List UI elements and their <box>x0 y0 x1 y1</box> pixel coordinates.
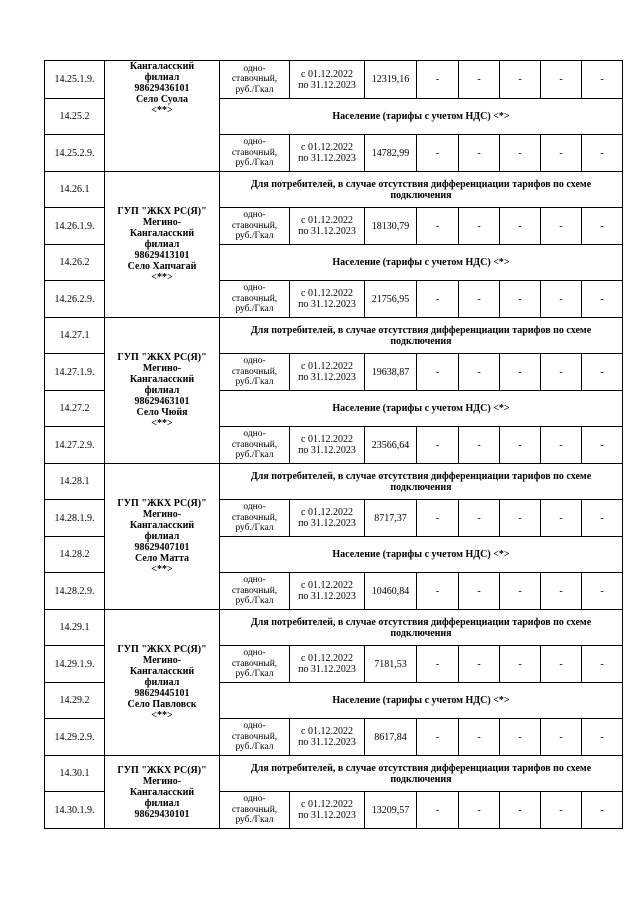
table-row <box>45 172 623 208</box>
organization-cell <box>105 318 220 464</box>
tariff-type-line: руб./Гкал <box>235 84 274 95</box>
tariff-type-line: ставочный, <box>231 804 278 815</box>
organization-line: ГУП "ЖКХ РС(Я)" <box>117 764 207 776</box>
organization-line: <**> <box>151 272 173 283</box>
organization-line: Село Суола <box>135 94 189 105</box>
group-header-cell: Население (тарифы с учетом НДС) <*> <box>220 245 623 281</box>
organization-line: Село Чюйя <box>136 407 188 418</box>
organization-line: Кангаласский <box>129 228 195 239</box>
empty-value-cell: - <box>582 646 623 683</box>
period-line: по 31.12.2023 <box>298 737 356 748</box>
period-line: с 01.12.2022 <box>301 288 353 299</box>
organization-line: ГУП "ЖКХ РС(Я)" <box>117 498 207 509</box>
tariff-type-line: одно- <box>243 210 266 221</box>
group-header-cell: Население (тарифы с учетом НДС) <*> <box>220 537 623 573</box>
row-number: 14.26.2 <box>45 245 105 281</box>
empty-value-cell: - <box>500 500 541 537</box>
empty-value-cell: - <box>459 573 500 610</box>
empty-value-cell: - <box>459 281 500 318</box>
tariff-type-cell <box>220 135 290 172</box>
row-number: 14.29.1.9. <box>45 646 105 683</box>
period-line: с 01.12.2022 <box>301 434 353 445</box>
table-row <box>45 318 623 354</box>
organization-line: ГУП "ЖКХ РС(Я)" <box>117 644 207 655</box>
empty-value-cell: - <box>541 500 582 537</box>
organization-line: Кангаласский <box>129 520 195 531</box>
organization-line: Кангаласский <box>129 786 195 798</box>
organization-line: 98629445101 <box>134 688 190 699</box>
row-number: 14.27.2 <box>45 391 105 427</box>
period-cell <box>290 427 365 464</box>
tariff-type-line: одно- <box>243 502 266 513</box>
organization-line: Мегино- <box>142 363 182 374</box>
empty-value-cell: - <box>541 281 582 318</box>
tariff-type-cell <box>220 354 290 391</box>
group-header-cell: Население (тарифы с учетом НДС) <*> <box>220 391 623 427</box>
tariff-type-line: одно- <box>243 283 266 294</box>
empty-value-cell: - <box>417 61 459 99</box>
period-line: по 31.12.2023 <box>298 445 356 456</box>
tariff-value-cell: 7181,53 <box>365 646 417 683</box>
empty-value-cell: - <box>582 61 623 99</box>
organization-line: Мегино- <box>142 655 182 666</box>
organization-line: Кангаласский <box>129 61 195 72</box>
period-cell <box>290 61 365 99</box>
organization-line: 98629407101 <box>134 542 190 553</box>
tariff-type-line: руб./Гкал <box>235 158 274 169</box>
row-number: 14.29.2.9. <box>45 719 105 756</box>
tariff-type-cell <box>220 427 290 464</box>
empty-value-cell: - <box>541 208 582 245</box>
empty-value-cell: - <box>582 427 623 464</box>
empty-value-cell: - <box>459 792 500 829</box>
tariff-type-line: ставочный, <box>231 147 278 158</box>
empty-value-cell: - <box>541 354 582 391</box>
row-number: 14.29.1 <box>45 610 105 646</box>
tariff-value-cell: 8617,84 <box>365 719 417 756</box>
tariff-type-line: руб./Гкал <box>235 815 274 826</box>
empty-value-cell: - <box>459 719 500 756</box>
empty-value-cell: - <box>459 208 500 245</box>
empty-value-cell: - <box>417 646 459 683</box>
organization-cell <box>105 61 220 172</box>
tariff-type-cell <box>220 573 290 610</box>
organization-line: Мегино- <box>142 217 182 228</box>
row-number: 14.25.1.9. <box>45 61 105 99</box>
group-header-cell: Население (тарифы с учетом НДС) <*> <box>220 99 623 135</box>
empty-value-cell: - <box>500 208 541 245</box>
tariff-type-line: ставочный, <box>231 439 278 450</box>
row-number: 14.25.2 <box>45 99 105 135</box>
tariff-type-cell <box>220 281 290 318</box>
empty-value-cell: - <box>541 719 582 756</box>
row-number: 14.28.2 <box>45 537 105 573</box>
tariff-type-cell <box>220 719 290 756</box>
organization-line: филиал <box>144 239 180 250</box>
organization-line: филиал <box>144 72 180 83</box>
empty-value-cell: - <box>417 573 459 610</box>
row-number: 14.26.1 <box>45 172 105 208</box>
tariff-value-cell: 8717,37 <box>365 500 417 537</box>
empty-value-cell: - <box>582 208 623 245</box>
period-line: по 31.12.2023 <box>298 518 356 529</box>
tariff-type-line: руб./Гкал <box>235 304 274 315</box>
period-line: с 01.12.2022 <box>301 361 353 372</box>
organization-line: 98629430101 <box>134 808 190 820</box>
empty-value-cell: - <box>541 573 582 610</box>
tariff-value-cell: 14782,99 <box>365 135 417 172</box>
row-number: 14.28.1.9. <box>45 500 105 537</box>
empty-value-cell: - <box>582 281 623 318</box>
table-row <box>45 464 623 500</box>
period-line: с 01.12.2022 <box>301 726 353 737</box>
period-line: по 31.12.2023 <box>298 664 356 675</box>
period-cell <box>290 354 365 391</box>
period-cell <box>290 500 365 537</box>
empty-value-cell: - <box>582 500 623 537</box>
organization-line: <**> <box>151 105 173 116</box>
empty-value-cell: - <box>541 427 582 464</box>
period-line: с 01.12.2022 <box>301 142 353 153</box>
tariff-type-cell <box>220 61 290 99</box>
tariff-type-line: одно- <box>243 721 266 732</box>
tariff-type-line: одно- <box>243 356 266 367</box>
empty-value-cell: - <box>582 719 623 756</box>
group-header-cell: Для потребителей, в случае отсутствия дифференциации тарифов по схеме подключения <box>220 318 623 354</box>
row-number: 14.27.1 <box>45 318 105 354</box>
period-line: по 31.12.2023 <box>298 591 356 602</box>
row-number: 14.29.2 <box>45 683 105 719</box>
empty-value-cell: - <box>459 646 500 683</box>
table-body <box>45 61 623 829</box>
period-line: по 31.12.2023 <box>298 226 356 237</box>
empty-value-cell: - <box>500 281 541 318</box>
organization-line: 98629413101 <box>134 250 190 261</box>
empty-value-cell: - <box>417 135 459 172</box>
empty-value-cell: - <box>500 719 541 756</box>
organization-cell <box>105 464 220 610</box>
empty-value-cell: - <box>582 354 623 391</box>
tariff-type-line: одно- <box>243 794 266 805</box>
organization-line: Кангаласский <box>129 374 195 385</box>
tariff-type-cell <box>220 208 290 245</box>
organization-line: Село Павловск <box>127 699 197 710</box>
empty-value-cell: - <box>500 135 541 172</box>
period-cell <box>290 208 365 245</box>
tariff-type-line: одно- <box>243 429 266 440</box>
period-line: по 31.12.2023 <box>298 810 356 821</box>
organization-line: 98629436101 <box>134 83 190 94</box>
organization-line: филиал <box>144 531 180 542</box>
row-number: 14.26.1.9. <box>45 208 105 245</box>
tariff-type-line: ставочный, <box>231 585 278 596</box>
period-cell <box>290 573 365 610</box>
organization-line: Мегино- <box>142 775 182 787</box>
row-number: 14.28.2.9. <box>45 573 105 610</box>
period-cell <box>290 719 365 756</box>
tariff-type-line: ставочный, <box>231 74 278 85</box>
row-number: 14.27.1.9. <box>45 354 105 391</box>
period-line: по 31.12.2023 <box>298 79 356 91</box>
tariff-type-line: руб./Гкал <box>235 377 274 388</box>
group-header-cell: Для потребителей, в случае отсутствия дифференциации тарифов по схеме подключения <box>220 756 623 792</box>
period-line: с 01.12.2022 <box>301 653 353 664</box>
tariff-value-cell: 13209,57 <box>365 792 417 829</box>
period-line: по 31.12.2023 <box>298 372 356 383</box>
organization-line: филиал <box>144 385 180 396</box>
period-line: с 01.12.2022 <box>301 215 353 226</box>
tariff-type-line: одно- <box>243 575 266 586</box>
period-line: по 31.12.2023 <box>298 153 356 164</box>
empty-value-cell: - <box>500 427 541 464</box>
period-line: с 01.12.2022 <box>301 68 353 80</box>
empty-value-cell: - <box>417 500 459 537</box>
group-header-cell: Население (тарифы с учетом НДС) <*> <box>220 683 623 719</box>
organization-line: филиал <box>144 797 180 809</box>
empty-value-cell: - <box>459 61 500 99</box>
organization-line: Село Хапчагай <box>127 261 197 272</box>
tariff-type-line: руб./Гкал <box>235 596 274 607</box>
empty-value-cell: - <box>417 354 459 391</box>
empty-value-cell: - <box>417 792 459 829</box>
tariff-type-line: ставочный, <box>231 220 278 231</box>
group-header-cell: Для потребителей, в случае отсутствия дифференциации тарифов по схеме подключения <box>220 464 623 500</box>
empty-value-cell: - <box>500 354 541 391</box>
organization-line: Мегино- <box>142 509 182 520</box>
empty-value-cell: - <box>459 427 500 464</box>
organization-line: ГУП "ЖКХ РС(Я)" <box>117 206 207 217</box>
tariff-type-cell <box>220 792 290 829</box>
period-line: с 01.12.2022 <box>301 580 353 591</box>
organization-line: ГУП "ЖКХ РС(Я)" <box>117 352 207 363</box>
empty-value-cell: - <box>417 208 459 245</box>
empty-value-cell: - <box>541 792 582 829</box>
period-cell <box>290 135 365 172</box>
empty-value-cell: - <box>417 427 459 464</box>
tariff-table <box>44 60 623 829</box>
empty-value-cell: - <box>500 573 541 610</box>
tariff-type-line: руб./Гкал <box>235 450 274 461</box>
organization-line: <**> <box>151 710 173 721</box>
tariff-value-cell: 23566,64 <box>365 427 417 464</box>
organization-line: <**> <box>151 418 173 429</box>
tariff-value-cell: 12319,16 <box>365 61 417 99</box>
tariff-type-line: одно- <box>243 63 266 74</box>
empty-value-cell: - <box>582 135 623 172</box>
organization-cell <box>105 610 220 756</box>
tariff-type-line: руб./Гкал <box>235 669 274 680</box>
tariff-type-cell <box>220 500 290 537</box>
empty-value-cell: - <box>459 500 500 537</box>
period-line: с 01.12.2022 <box>301 507 353 518</box>
table-row <box>45 610 623 646</box>
table-row <box>45 61 623 99</box>
group-header-cell: Для потребителей, в случае отсутствия дифференциации тарифов по схеме подключения <box>220 610 623 646</box>
organization-line: Кангаласский <box>129 666 195 677</box>
period-cell <box>290 646 365 683</box>
tariff-type-line: ставочный, <box>231 512 278 523</box>
empty-value-cell: - <box>459 354 500 391</box>
row-number: 14.30.1.9. <box>45 792 105 829</box>
tariff-value-cell: 21756,95 <box>365 281 417 318</box>
tariff-value-cell: 18130,79 <box>365 208 417 245</box>
group-header-cell: Для потребителей, в случае отсутствия дифференциации тарифов по схеме подключения <box>220 172 623 208</box>
empty-value-cell: - <box>417 719 459 756</box>
empty-value-cell: - <box>417 281 459 318</box>
period-line: с 01.12.2022 <box>301 799 353 810</box>
period-line: по 31.12.2023 <box>298 299 356 310</box>
organization-cell <box>105 756 220 829</box>
organization-cell <box>105 172 220 318</box>
empty-value-cell: - <box>459 135 500 172</box>
tariff-value-cell: 19638,87 <box>365 354 417 391</box>
period-cell <box>290 281 365 318</box>
empty-value-cell: - <box>582 573 623 610</box>
row-number: 14.30.1 <box>45 756 105 792</box>
row-number: 14.25.2.9. <box>45 135 105 172</box>
empty-value-cell: - <box>582 792 623 829</box>
organization-line: 98629463101 <box>134 396 190 407</box>
tariff-type-line: одно- <box>243 137 266 148</box>
tariff-type-line: ставочный, <box>231 293 278 304</box>
tariff-type-line: ставочный, <box>231 731 278 742</box>
row-number: 14.27.2.9. <box>45 427 105 464</box>
tariff-value-cell: 10460,84 <box>365 573 417 610</box>
tariff-type-cell <box>220 646 290 683</box>
period-cell <box>290 792 365 829</box>
row-number: 14.26.2.9. <box>45 281 105 318</box>
tariff-type-line: руб./Гкал <box>235 742 274 753</box>
empty-value-cell: - <box>541 61 582 99</box>
tariff-type-line: ставочный, <box>231 658 278 669</box>
row-number: 14.28.1 <box>45 464 105 500</box>
empty-value-cell: - <box>500 792 541 829</box>
empty-value-cell: - <box>500 61 541 99</box>
organization-line: филиал <box>144 677 180 688</box>
organization-line: <**> <box>151 564 173 575</box>
empty-value-cell: - <box>541 646 582 683</box>
tariff-type-line: одно- <box>243 648 266 659</box>
tariff-type-line: ставочный, <box>231 366 278 377</box>
organization-line: Село Матта <box>134 553 190 564</box>
tariff-type-line: руб./Гкал <box>235 231 274 242</box>
tariff-type-line: руб./Гкал <box>235 523 274 534</box>
table-row <box>45 756 623 792</box>
empty-value-cell: - <box>541 135 582 172</box>
empty-value-cell: - <box>500 646 541 683</box>
